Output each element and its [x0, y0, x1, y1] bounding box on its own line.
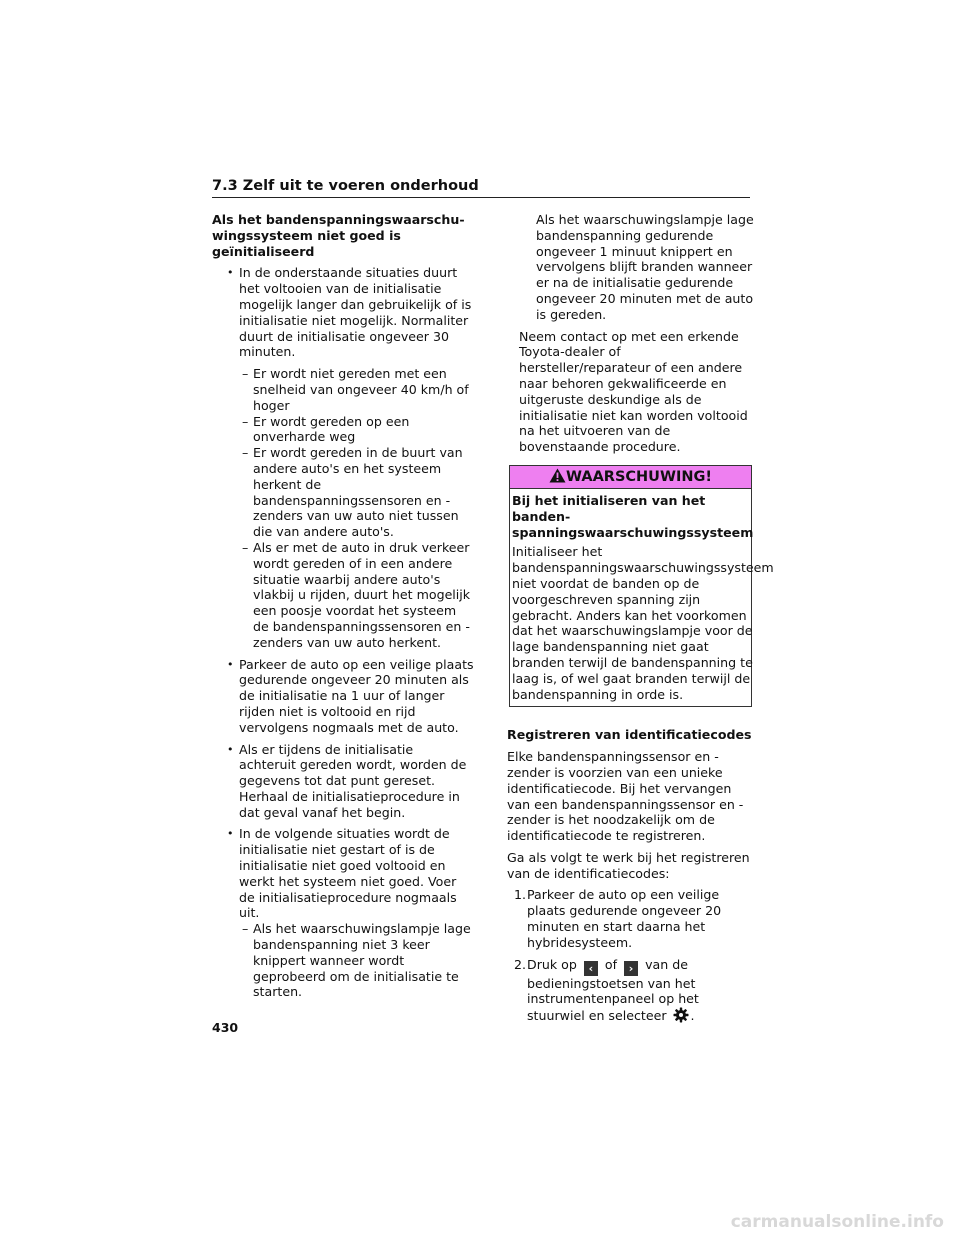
step-text-part: .	[690, 1008, 695, 1024]
warning-line: gebracht. Anders kan het voorkomen	[512, 607, 747, 623]
bullet-text: • Als er tijdens de initialisatie achteruit gereden wordt, worden de gegevens tot dat punt gereset. Herhaal de initialisatieprocedure in dat geval vanaf het begin.	[239, 741, 467, 820]
warning-line: bandenspanning in orde is.	[512, 686, 684, 702]
dash-item: – Er wordt niet gereden met een snelheid van ongeveer 40 km/h of hoger	[212, 366, 474, 413]
step-text: Parkeer de auto op een veilige plaats gedurende ongeveer 20 minuten en start daarna het hybridesysteem.	[527, 887, 722, 950]
registration-paragraph: Ga als volgt te werk bij het registreren van de identificatiecodes:	[507, 849, 750, 881]
contact-paragraph: Neem contact op met een erkende Toyota-dealer of hersteller/reparateur of een andere naar behoren gekwalificeerde en uitgeruste deskundige als de initialisatie niet kan worden voltooid na het uitvoeren van de bovenstaande procedure.	[519, 328, 748, 455]
step-text	[527, 957, 755, 1024]
chevron-right-icon: ›	[624, 961, 638, 976]
bullet-item	[212, 826, 474, 921]
warning-line: voorgeschreven spanning zijn	[512, 591, 701, 607]
registration-paragraph: Elke bandenspanningssensor en -zender is voorzien van een unieke identificatiecode. Bij het vervangen van een bandenspanningssensor en -zender is het noodzakelijk om de identificatiecode te registreren.	[507, 749, 744, 844]
chevron-left-icon: ‹	[584, 961, 598, 976]
warning-line: laag is, of wel gaat branden terwijl de	[512, 670, 751, 686]
warning-line: niet voordat de banden op de	[512, 575, 700, 591]
dash-item: – Er wordt gereden op een onverharde weg	[212, 414, 474, 446]
dash-list	[507, 212, 755, 323]
warning-header	[510, 466, 751, 489]
warning-label: WAARSCHUWING!	[566, 468, 712, 485]
warning-line: lage bandenspanning niet gaat	[512, 639, 709, 655]
section-heading: Als het bandenspanningswaarschu- wingssysteem niet goed is geïnitialiseerd	[212, 212, 465, 259]
watermark: carmanualsonline.info	[730, 1212, 944, 1232]
step-text-part: van de bedieningstoetsen van het instrumentenpaneel op het stuurwiel en selecteer	[527, 956, 699, 1024]
step-item	[507, 887, 755, 950]
warning-line: Initialiseer het	[512, 544, 603, 560]
step-text-part: of	[604, 956, 618, 972]
warning-title: Bij het initialiseren van het banden- spanningswaarschuwingssysteem	[512, 492, 754, 540]
dash-item: – Er wordt gereden in de buurt van andere auto's en het systeem herkent de bandenspanningssensoren en -zenders van uw auto niet tussen die van andere auto's.	[212, 445, 474, 540]
dash-item: – Als het waarschuwingslampje lage bandenspanning niet 3 keer knippert wanneer wordt geprobeerd om de initialisatie te starten.	[212, 921, 474, 1000]
page-number: 430	[212, 1020, 239, 1035]
dash-item: – Als er met de auto in druk verkeer wordt gereden of in een andere situatie waarbij andere auto's vlakbij u rijden, duurt het mogelijk een poosje voordat het systeem de bandenspanningssensoren en -zenders van uw auto herkent.	[212, 540, 474, 651]
bullet-item	[212, 657, 474, 736]
registration-heading: Registreren van identificatiecodes	[507, 727, 752, 743]
warning-line: dat het waarschuwingslampje voor de	[512, 623, 753, 639]
bullet-text: • Parkeer de auto op een veilige plaats gedurende ongeveer 20 minuten als de initialisatie na 1 uur of langer rijden niet is voltooid en rijd vervolgens nogmaals met de auto.	[239, 656, 474, 735]
bullet-item	[212, 265, 474, 360]
step-number: 2.	[514, 956, 527, 972]
warning-body	[510, 489, 774, 702]
bullet-text: • In de volgende situaties wordt de initialisatie niet gestart of is de initialisatie niet goed voltooid en werkt het systeem niet goed. Voer de initialisatieprocedure nogmaals uit.	[239, 826, 457, 921]
dash-list	[212, 921, 474, 1000]
gear-icon	[673, 1007, 689, 1023]
right-column	[507, 212, 774, 1030]
section-header: 7.3 Zelf uit te voeren onderhoud	[212, 178, 750, 198]
warning-triangle-icon	[549, 468, 566, 483]
step-number: 1.	[514, 887, 527, 903]
warning-box	[509, 465, 774, 707]
step-text-part: Druk op	[527, 956, 577, 972]
left-column	[212, 212, 474, 1006]
dash-list	[212, 366, 474, 650]
dash-item: – Als het waarschuwingslampje lage bandenspanning gedurende ongeveer 1 minuut knippert en vervolgens blijft branden wanneer er na de initialisatie gedurende ongeveer 20 minuten met de auto is gereden.	[507, 212, 755, 323]
step-item	[507, 957, 755, 1024]
bullet-text: • In de onderstaande situaties duurt het voltooien van de initialisatie mogelijk langer dan gebruikelijk of is initialisatie niet mogelijk. Normaliter duurt de initialisatie ongeveer 30 minuten.	[239, 265, 472, 360]
bullet-item	[212, 742, 474, 821]
warning-line: bandenspanningswaarschuwingssysteem	[512, 560, 774, 576]
warning-line: branden terwijl de bandenspanning te	[512, 654, 753, 670]
